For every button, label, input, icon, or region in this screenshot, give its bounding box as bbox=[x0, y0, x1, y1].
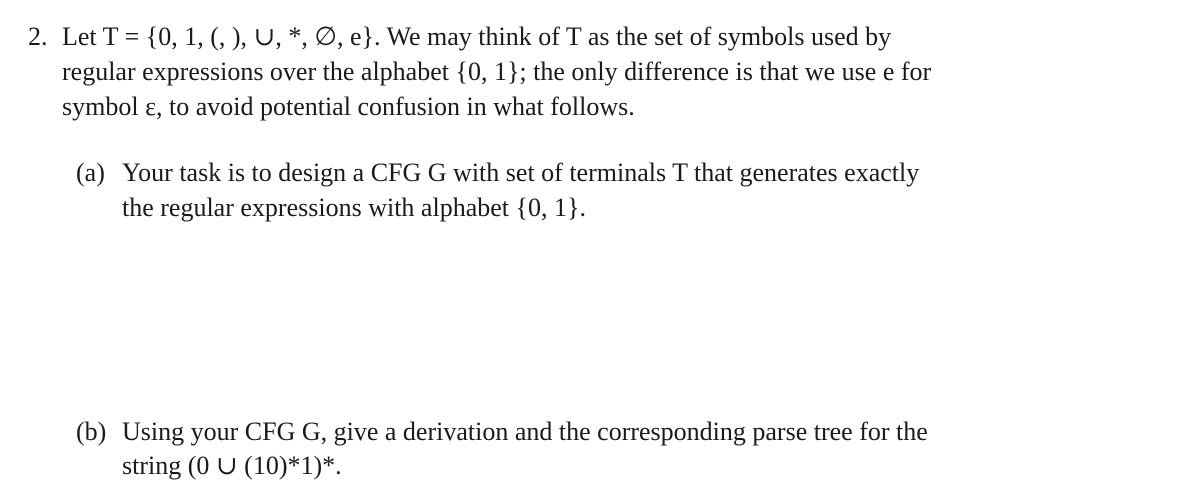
part-a-line-2: the regular expressions with alphabet {0, 1}. bbox=[122, 193, 586, 222]
problem-number: 2. bbox=[28, 22, 48, 51]
intro-line-2: regular expressions over the alphabet {0, 1}; the only difference is that we use e for bbox=[62, 57, 932, 86]
part-b-line-2: string (0 ∪ (10)*1)*. bbox=[122, 451, 342, 480]
intro-line-3: symbol ε, to avoid potential confusion in what follows. bbox=[62, 92, 635, 121]
part-b-label: (b) bbox=[76, 417, 107, 446]
part-b-line-1: Using your CFG G, give a derivation and the corresponding parse tree for the bbox=[122, 417, 928, 446]
intro-line-1: Let T = {0, 1, (, ), ∪, *, ∅, e}. We may think of T as the set of symbols used by bbox=[62, 22, 892, 51]
part-a-label: (a) bbox=[76, 158, 105, 187]
part-a-line-1: Your task is to design a CFG G with set of terminals T that generates exactly bbox=[122, 158, 920, 187]
